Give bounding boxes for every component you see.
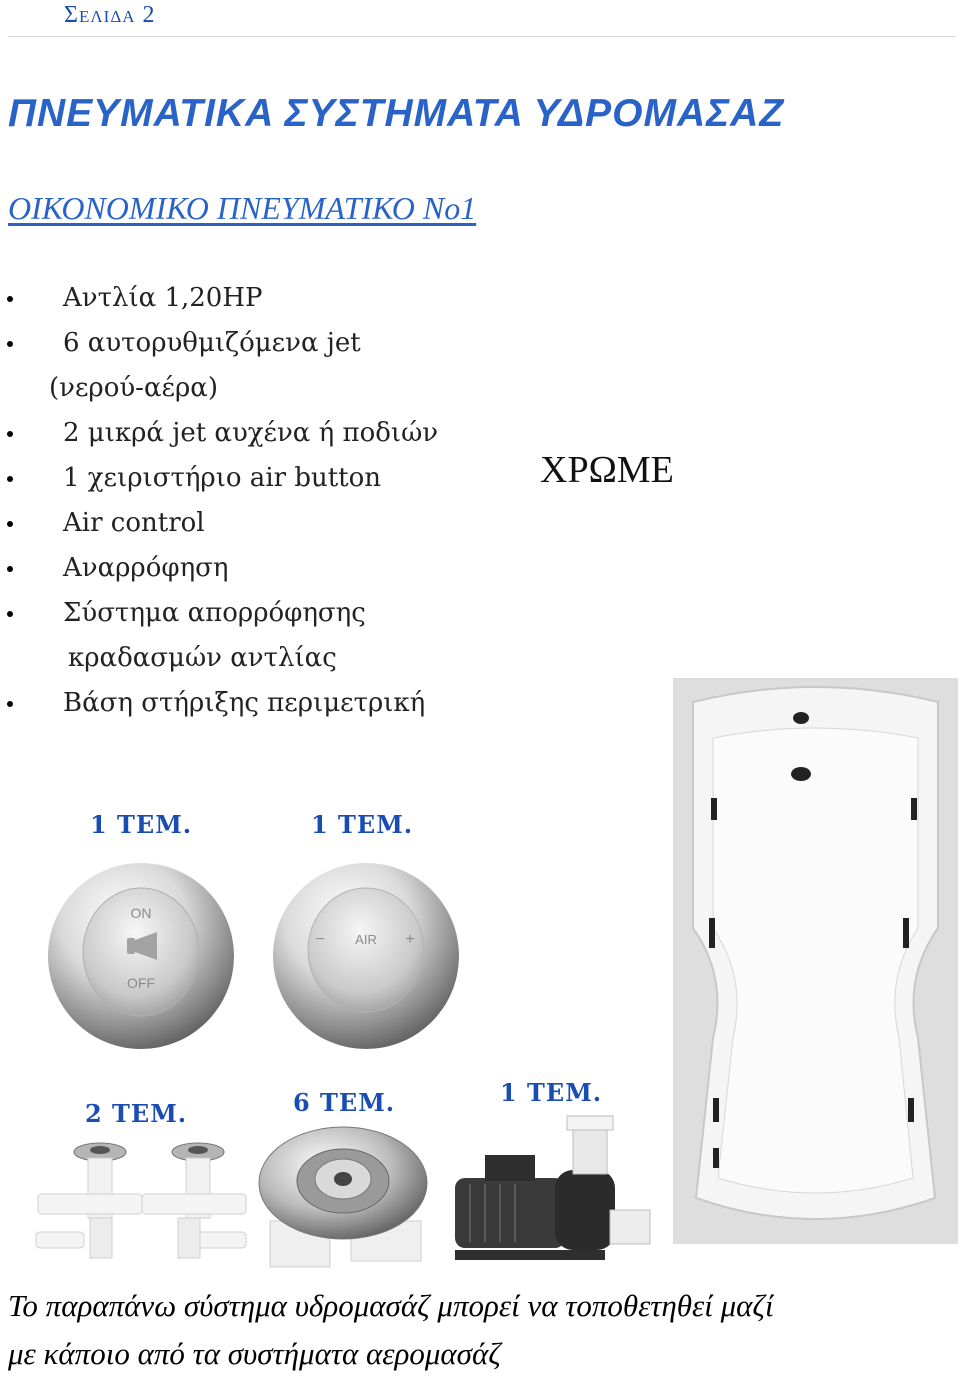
- list-item: [0, 681, 438, 726]
- page-title: ΠΝΕΥΜΑΤΙΚΑ ΣΥΣΤΗΜΑΤΑ ΥΔΡΟΜΑΣΑΖ: [8, 92, 785, 135]
- footer-line: με κάποιο από τα συστήματα αερομασάζ: [8, 1336, 501, 1371]
- feature-text-continued: (νερού-αέρα): [49, 373, 218, 403]
- header-divider: [8, 36, 956, 37]
- list-item: [0, 456, 438, 501]
- list-item: [0, 276, 438, 321]
- qty-adjustable-jets: 6 ΤΕΜ.: [293, 1088, 396, 1117]
- feature-text: 2 μικρά jet αυχένα ή ποδιών: [63, 418, 439, 448]
- adjustable-jet-image: [255, 1125, 435, 1275]
- qty-air-button: 1 ΤΕΜ.: [90, 810, 193, 839]
- qty-air-control: 1 ΤΕΜ.: [311, 810, 414, 839]
- air-label: AIR: [355, 932, 377, 947]
- qty-pump: 1 ΤΕΜ.: [500, 1078, 603, 1107]
- feature-text: Βάση στήριξης περιμετρική: [63, 688, 426, 718]
- list-item: [0, 501, 438, 546]
- small-jet-image: [30, 1140, 150, 1275]
- list-item: [0, 411, 438, 456]
- feature-text: 6 αυτορυθμιζόμενα jet: [63, 328, 361, 358]
- air-button-image: [45, 860, 237, 1052]
- feature-text: Σύστημα απορρόφησης: [63, 598, 366, 628]
- list-item: [0, 546, 438, 591]
- list-item: [0, 321, 438, 411]
- list-item: [0, 591, 438, 681]
- feature-text: Αναρρόφηση: [63, 553, 229, 583]
- finish-label: ΧΡΩΜΕ: [540, 449, 674, 491]
- qty-small-jets: 2 ΤΕΜ.: [85, 1099, 188, 1128]
- feature-text: Air control: [63, 508, 205, 538]
- on-label: ON: [130, 905, 152, 921]
- air-control-image: [270, 860, 462, 1052]
- feature-text-continued: κραδασμών αντλίας: [68, 643, 337, 673]
- off-label: OFF: [127, 975, 155, 991]
- plus-label: +: [405, 931, 415, 948]
- page-header: Σελιδα 2: [64, 2, 156, 28]
- bathtub-image: [673, 678, 958, 1244]
- small-jet-image: [138, 1140, 258, 1275]
- feature-list: [0, 276, 438, 726]
- footer-note: [8, 1282, 774, 1378]
- pump-image: [445, 1110, 655, 1275]
- footer-line: Το παραπάνω σύστημα υδρομασάζ μπορεί να τοποθετηθεί μαζί: [8, 1288, 774, 1323]
- feature-text: Αντλία 1,20HP: [63, 283, 263, 313]
- feature-text: 1 χειριστήριο air button: [63, 463, 382, 493]
- section-subtitle: ΟΙΚΟΝΟΜΙΚΟ ΠΝΕΥΜΑΤΙΚΟ Νο1: [8, 190, 477, 226]
- minus-label: −: [315, 931, 325, 948]
